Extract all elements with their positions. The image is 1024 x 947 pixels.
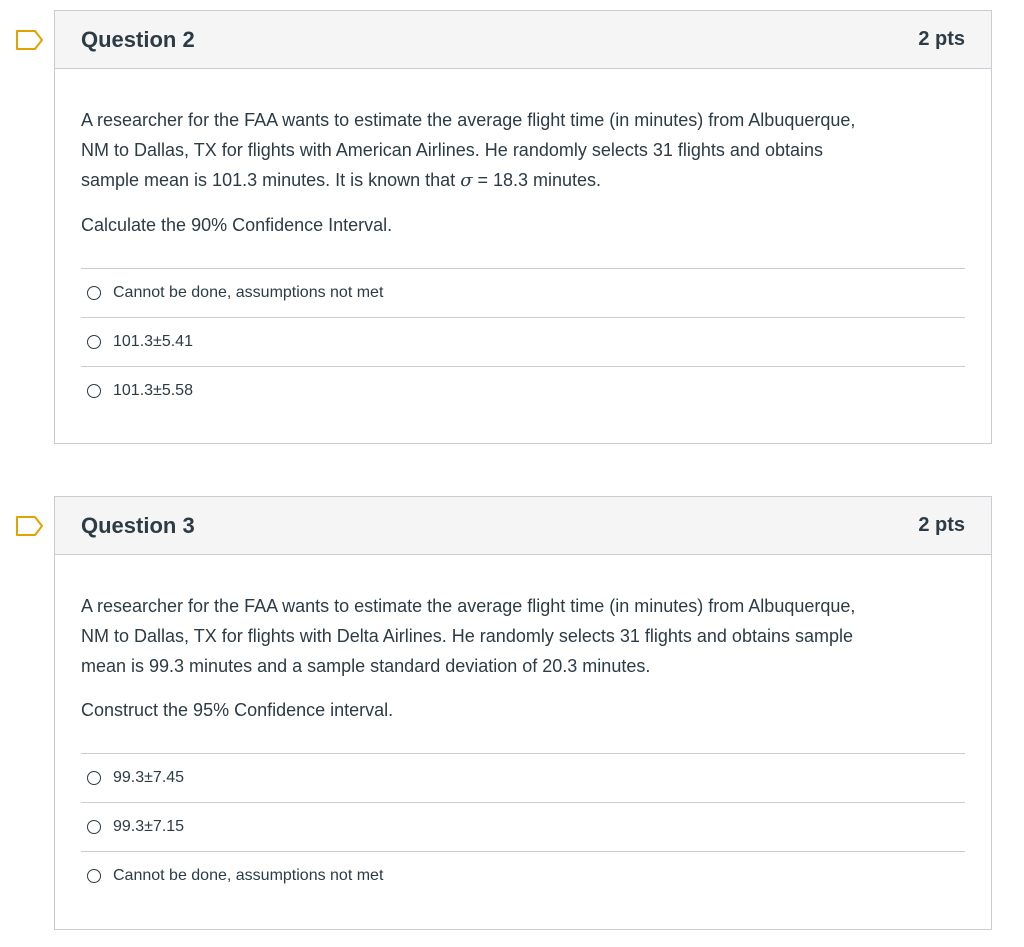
question-prompt: Calculate the 90% Confidence Interval. [81, 215, 393, 235]
radio-unchecked-icon[interactable] [87, 335, 101, 349]
answer-label: 99.3±7.15 [113, 818, 185, 835]
question-body [55, 69, 991, 415]
sigma-symbol: σ [460, 170, 473, 191]
question-text-line: = 18.3 minutes. [472, 170, 602, 190]
answer-label: Cannot be done, assumptions not met [113, 284, 384, 301]
question-3-card [54, 496, 992, 930]
answer-list [81, 753, 965, 900]
answer-option[interactable] [81, 803, 965, 852]
question-text [81, 105, 965, 196]
question-text-line: NM to Dallas, TX for flights with American Airlines. He randomly selects 31 flights and obtains [81, 140, 823, 160]
question-text-line: A researcher for the FAA wants to estimate the average flight time (in minutes) from Albuquerque, [81, 596, 856, 616]
answer-option[interactable] [81, 269, 965, 318]
radio-unchecked-icon[interactable] [87, 384, 101, 398]
answer-option[interactable] [81, 852, 965, 900]
radio-unchecked-icon[interactable] [87, 286, 101, 300]
question-points: 2 pts [918, 28, 965, 50]
radio-unchecked-icon[interactable] [87, 820, 101, 834]
radio-unchecked-icon[interactable] [87, 771, 101, 785]
question-header [55, 497, 991, 555]
question-title: Question 3 [81, 512, 195, 538]
question-prompt: Construct the 95% Confidence interval. [81, 700, 394, 720]
question-text [81, 591, 965, 681]
answer-label: 101.3±5.41 [113, 333, 193, 350]
answer-option[interactable] [81, 754, 965, 803]
flag-question-3-icon[interactable] [15, 515, 45, 537]
question-text-line: sample mean is 101.3 minutes. It is known that [81, 170, 461, 190]
answer-option[interactable] [81, 318, 965, 367]
question-text-line: mean is 99.3 minutes and a sample standard deviation of 20.3 minutes. [81, 656, 651, 676]
radio-unchecked-icon[interactable] [87, 869, 101, 883]
flag-question-2-icon[interactable] [15, 29, 45, 51]
question-title: Question 2 [81, 26, 195, 52]
answer-option[interactable] [81, 367, 965, 415]
answer-label: Cannot be done, assumptions not met [113, 867, 384, 884]
question-points: 2 pts [918, 514, 965, 536]
question-text-line: A researcher for the FAA wants to estimate the average flight time (in minutes) from Albuquerque, [81, 110, 856, 130]
answer-label: 99.3±7.45 [113, 769, 185, 786]
question-body [55, 555, 991, 900]
question-2-card [54, 10, 992, 444]
question-header [55, 11, 991, 69]
answer-label: 101.3±5.58 [113, 382, 193, 399]
question-text-line: NM to Dallas, TX for flights with Delta Airlines. He randomly selects 31 flights and obtains sample [81, 626, 854, 646]
answer-list [81, 268, 965, 415]
